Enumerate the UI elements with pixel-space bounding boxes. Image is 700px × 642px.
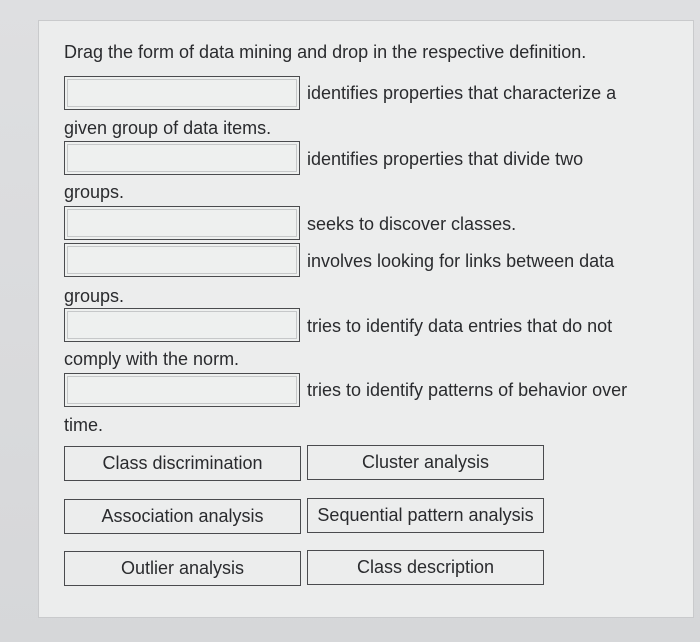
drop-zone-3[interactable] <box>64 206 300 240</box>
drop-zone-4[interactable] <box>64 243 300 277</box>
drop-zone-inner <box>67 209 297 237</box>
drop-zone-6[interactable] <box>64 373 300 407</box>
drop-zone-2[interactable] <box>64 141 300 175</box>
option-class-description[interactable]: Class description <box>307 550 544 585</box>
question-instruction: Drag the form of data mining and drop in the respective definition. <box>64 42 587 62</box>
drop-zone-1[interactable] <box>64 76 300 110</box>
option-association-analysis[interactable]: Association analysis <box>64 499 301 534</box>
drop-zone-inner <box>67 376 297 404</box>
drop-zone-inner <box>67 311 297 339</box>
definition-6-text: tries to identify patterns of behavior over <box>307 380 628 400</box>
option-sequential-pattern-analysis[interactable]: Sequential pattern analysis <box>307 498 544 533</box>
definition-5-continuation: comply with the norm. <box>64 349 240 369</box>
option-outlier-analysis[interactable]: Outlier analysis <box>64 551 301 586</box>
drop-zone-inner <box>67 79 297 107</box>
drop-zone-inner <box>67 144 297 172</box>
definition-3-text: seeks to discover classes. <box>307 214 517 234</box>
definition-2-text: identifies properties that divide two <box>307 149 584 169</box>
definition-5-text: tries to identify data entries that do not <box>307 316 613 336</box>
definition-1-text: identifies properties that characterize a <box>307 83 617 103</box>
definition-4-text: involves looking for links between data <box>307 251 615 271</box>
drop-zone-inner <box>67 246 297 274</box>
definition-4-continuation: groups. <box>64 286 125 306</box>
option-class-discrimination[interactable]: Class discrimination <box>64 446 301 481</box>
drop-zone-5[interactable] <box>64 308 300 342</box>
definition-2-continuation: groups. <box>64 182 125 202</box>
definition-6-continuation: time. <box>64 415 104 435</box>
option-cluster-analysis[interactable]: Cluster analysis <box>307 445 544 480</box>
definition-1-continuation: given group of data items. <box>64 118 272 138</box>
